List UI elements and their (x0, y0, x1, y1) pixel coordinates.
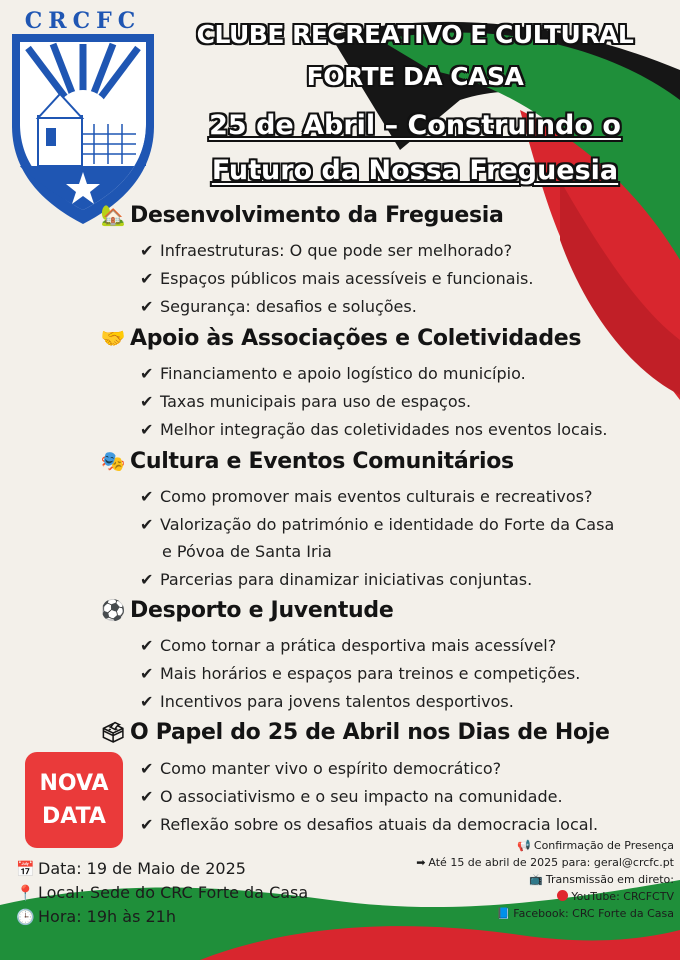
confirm-deadline: ➡ Até 15 de abril de 2025 para: geral@crcfc.pt (416, 856, 674, 869)
event-location: 📍 Local: Sede do CRC Forte da Casa (16, 883, 309, 902)
list-item: ✔ Espaços públicos mais acessíveis e funcionais. (140, 269, 534, 288)
checkmark-icon: ✔ (140, 664, 154, 683)
tv-icon: 📺 (529, 873, 543, 886)
section-title-25-abril: 🗳 O Papel do 25 de Abril nos Dias de Hoje (100, 720, 610, 745)
header-subtitle-line1: 25 de Abril – Construindo o (209, 110, 621, 141)
list-item: ✔ Financiamento e apoio logístico do município. (140, 364, 526, 383)
theater-masks-icon: 🎭 (100, 449, 126, 473)
house-icon: 🏡 (100, 203, 126, 227)
header-club-name-line2: FORTE DA CASA (306, 62, 524, 91)
checkmark-icon: ✔ (140, 759, 154, 778)
checkmark-icon: ✔ (140, 787, 154, 806)
checkmark-icon: ✔ (140, 297, 154, 316)
club-crest-logo (8, 6, 158, 228)
section-title-desenvolvimento: 🏡 Desenvolvimento da Freguesia (100, 203, 504, 228)
badge-line1: NOVA (39, 771, 109, 796)
checkmark-icon: ✔ (140, 269, 154, 288)
header-subtitle-line2: Futuro da Nossa Freguesia (211, 155, 619, 186)
list-item: ✔ Melhor integração das coletividades nos eventos locais. (140, 420, 608, 439)
list-item: ✔ Infraestruturas: O que pode ser melhorado? (140, 241, 513, 260)
section-title-cultura: 🎭 Cultura e Eventos Comunitários (100, 449, 514, 474)
live-stream-label: 📺 Transmissão em direto: (529, 873, 674, 886)
checkmark-icon: ✔ (140, 815, 154, 834)
checkmark-icon: ✔ (140, 487, 154, 506)
list-item: ✔ Incentivos para jovens talentos desportivos. (140, 692, 514, 711)
checkmark-icon: ✔ (140, 392, 154, 411)
list-item: ✔ Segurança: desafios e soluções. (140, 297, 417, 316)
list-item-continuation: e Póvoa de Santa Iria (162, 542, 332, 561)
book-icon: 📘 (496, 907, 511, 920)
checkmark-icon: ✔ (140, 241, 154, 260)
list-item: ✔ Como promover mais eventos culturais e recreativos? (140, 487, 593, 506)
confirm-presence: 📢 Confirmação de Presença (517, 839, 674, 852)
checkmark-icon: ✔ (140, 692, 154, 711)
arrow-right-icon: ➡ (416, 856, 426, 869)
youtube-channel[interactable]: YouTube: CRCFCTV (557, 890, 674, 903)
clock-icon: 🕒 (16, 908, 35, 926)
checkmark-icon: ✔ (140, 570, 154, 589)
location-pin-icon: 📍 (16, 884, 35, 902)
list-item: ✔ Mais horários e espaços para treinos e competições. (140, 664, 581, 683)
badge-line2: DATA (42, 804, 106, 829)
megaphone-icon: 📢 (517, 839, 531, 852)
checkmark-icon: ✔ (140, 420, 154, 439)
handshake-icon: 🤝 (100, 326, 126, 350)
facebook-page[interactable]: 📘 Facebook: CRC Forte da Casa (496, 907, 674, 920)
list-item: ✔ Parcerias para dinamizar iniciativas conjuntas. (140, 570, 533, 589)
new-date-badge (25, 752, 123, 848)
header-club-name-line1: CLUBE RECREATIVO E CULTURAL (196, 20, 634, 49)
checkmark-icon: ✔ (140, 515, 154, 534)
red-circle-icon (557, 890, 568, 901)
list-item: ✔ Valorização do património e identidade do Forte da Casa (140, 515, 615, 534)
section-title-apoio: 🤝 Apoio às Associações e Coletividades (100, 326, 582, 351)
list-item: ✔ Taxas municipais para uso de espaços. (140, 392, 472, 411)
checkmark-icon: ✔ (140, 364, 154, 383)
list-item: ✔ Como manter vivo o espírito democrático? (140, 759, 502, 778)
crest-letters: CRCFC (24, 8, 142, 34)
soccer-ball-icon: ⚽ (100, 598, 126, 622)
list-item: ✔ O associativismo e o seu impacto na comunidade. (140, 787, 563, 806)
list-item: ✔ Reflexão sobre os desafios atuais da democracia local. (140, 815, 599, 834)
checkmark-icon: ✔ (140, 636, 154, 655)
list-item: ✔ Como tornar a prática desportiva mais acessível? (140, 636, 557, 655)
ballot-box-icon: 🗳 (100, 720, 126, 744)
event-time: 🕒 Hora: 19h às 21h (16, 907, 176, 926)
calendar-icon: 📅 (16, 860, 35, 878)
event-date: 📅 Data: 19 de Maio de 2025 (16, 859, 246, 878)
section-title-desporto: ⚽ Desporto e Juventude (100, 598, 394, 623)
